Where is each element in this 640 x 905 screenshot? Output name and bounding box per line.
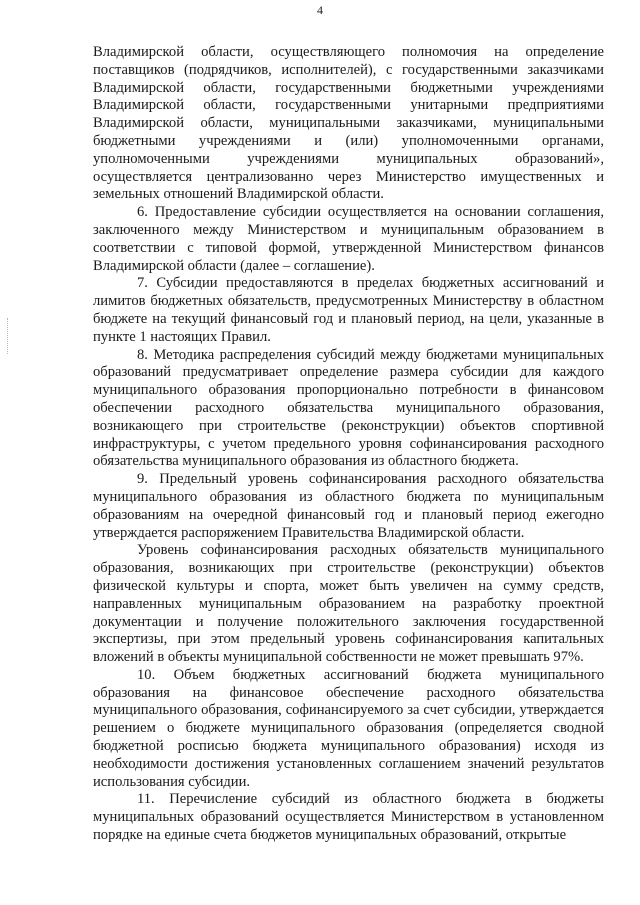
document-body bbox=[93, 44, 604, 845]
paragraph-8: 8. Методика распределения субсидий между бюджетами муниципальных образований предусматривает определение размера субсидии для каждого муниципального образования пропорционально потребности в финансовом обеспечении расходного обязательства муниципального образования, возникающего при строительстве (реконструкции) объектов спортивной инфраструктуры, с учетом предельного уровня софинансирования расходного обязательства муниципального образования из областного бюджета. bbox=[93, 346, 604, 470]
margin-mark bbox=[7, 318, 8, 354]
paragraph-10: 10. Объем бюджетных ассигнований бюджета муниципального образования на финансовое обеспечение расходного обязательства муниципального образования, софинансируемого за счет субсидии, утверждается решением о бюджете муниципального образования (определяется сводной бюджетной росписью бюджета муниципального образования) исходя из необходимости достижения установленных соглашением значений результатов использования субсидии. bbox=[93, 666, 604, 790]
paragraph-6: 6. Предоставление субсидии осуществляется на основании соглашения, заключенного между Министерством и муниципальным образованием в соответствии с типовой формой, утвержденной Министерством финансов Владимирской области (далее – соглашение). bbox=[93, 204, 604, 274]
paragraph-11: 11. Перечисление субсидий из областного бюджета в бюджеты муниципальных образований осуществляется Министерством в установленном порядке на единые счета бюджетов муниципальных образований, открытые bbox=[93, 791, 604, 844]
paragraph-continuation: Владимирской области, осуществляющего полномочия на определение поставщиков (подрядчиков, исполнителей), с государственными заказчиками Владимирской области, государственными бюджетными учреждениями Владимирской области, государственными унитарными предприятиями Владимирской области, муниципальными заказчиками, муниципальными бюджетными учреждениями и (или) уполномоченными органами, уполномоченными учреждениями муниципальных образований», осуществляется централизованно через Министерство имущественных и земельных отношений Владимирской области. bbox=[93, 44, 604, 203]
paragraph-9: 9. Предельный уровень софинансирования расходного обязательства муниципального образования из областного бюджета по муниципальным образованиям на очередной финансовый год и плановый период ежегодно утверждается распоряжением Правительства Владимирской области. bbox=[93, 471, 604, 541]
paragraph-7: 7. Субсидии предоставляются в пределах бюджетных ассигнований и лимитов бюджетных обязательств, предусмотренных Министерству в областном бюджете на текущий финансовый год и плановый период, на цели, указанные в пункте 1 настоящих Правил. bbox=[93, 275, 604, 345]
paragraph-9-cofinancing: Уровень софинансирования расходных обязательств муниципального образования, возникающих при строительстве (реконструкции) объектов физической культуры и спорта, может быть увеличен на сумму средств, направленных муниципальным образованием на разработку проектной документации и получение положительного заключения государственной экспертизы, при этом предельный уровень софинансирования капитальных вложений в объекты муниципальной собственности не может превышать 97%. bbox=[93, 542, 604, 666]
page-number: 4 bbox=[317, 3, 323, 17]
